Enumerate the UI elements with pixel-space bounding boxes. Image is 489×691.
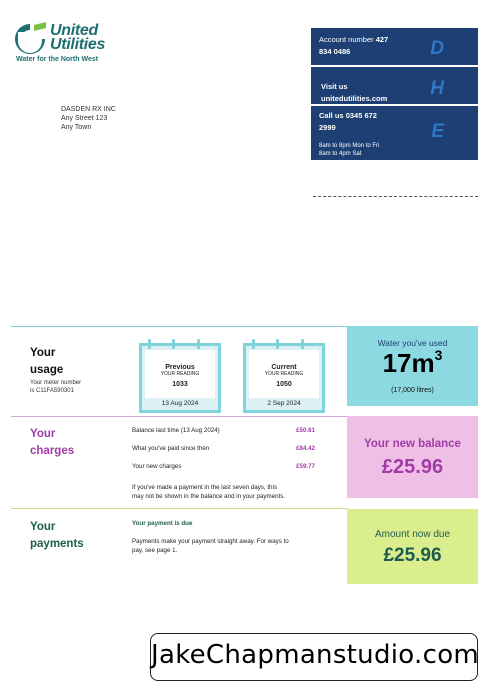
charge-row-amount: £50.61 (296, 427, 315, 434)
dashed-divider (313, 196, 478, 197)
opening-hours-weekday: 8am to 8pm Mon to Fri (319, 143, 380, 149)
call-panel (311, 106, 478, 160)
new-balance-value: £25.96 (381, 456, 444, 478)
previous-reading-body (145, 350, 215, 398)
logo-tagline: Water for the North West (16, 56, 99, 63)
water-used-unit-exponent: 3 (434, 347, 443, 363)
new-balance-box (347, 416, 478, 498)
calendar-ring-icon (301, 339, 304, 349)
account-panel (311, 28, 478, 65)
visit-panel (311, 67, 478, 104)
charges-note-line2: may not be shown in the balance and in your payments. (132, 493, 286, 500)
current-reading-title: Current (271, 364, 297, 371)
opening-hours (319, 142, 379, 158)
logo-word-utilities: Utilities (50, 36, 106, 53)
usage-title-line2: usage (30, 364, 64, 376)
visit-panel-letter: H (430, 78, 444, 99)
payments-title (30, 519, 84, 553)
charge-row-label: Your new charges (132, 463, 182, 470)
charges-title-line2: charges (30, 445, 75, 457)
call-panel-letter: E (431, 121, 444, 142)
watermark-box (150, 633, 478, 681)
call-text (319, 110, 377, 134)
current-reading-sub: YOUR READING (264, 371, 304, 377)
current-reading-body (249, 350, 319, 398)
charges-note (132, 483, 317, 501)
water-used-amount: 17m (382, 348, 435, 378)
account-number-part-b: 834 0486 (319, 47, 351, 56)
call-label: Call us (319, 111, 344, 120)
visit-label: Visit us (321, 82, 348, 91)
address-street: Any Street 123 (61, 115, 108, 122)
usage-title-line1: Your (30, 347, 56, 359)
calendar-ring-icon (276, 339, 279, 349)
calendar-ring-icon (252, 339, 255, 349)
new-balance-label: Your new balance (364, 438, 461, 450)
amount-due-box (347, 509, 478, 584)
charges-title-line1: Your (30, 428, 56, 440)
account-number-text (319, 34, 388, 58)
calendar-ring-icon (148, 339, 151, 349)
calendar-ring-icon (197, 339, 200, 349)
amount-due-value: £25.96 (383, 545, 442, 566)
current-reading-value: 1050 (276, 381, 292, 388)
payments-title-line2: payments (30, 538, 84, 550)
charges-title (30, 426, 74, 460)
account-number-label: Account number (319, 35, 374, 44)
current-reading-date: 2 Sep 2024 (267, 400, 301, 407)
watermark-text: JakeChapmanstudio.com (151, 640, 480, 670)
calendar-ring-icon (172, 339, 175, 349)
water-used-value (347, 348, 478, 379)
charge-row-label: What you've paid since then (132, 445, 210, 452)
charges-section-divider (11, 416, 348, 417)
previous-reading-title: Previous (165, 364, 195, 371)
usage-section-top-line (11, 326, 348, 327)
water-used-box (347, 326, 478, 406)
united-utilities-logo (12, 22, 122, 68)
previous-reading-card (139, 343, 221, 413)
payments-title-line1: Your (30, 521, 56, 533)
customer-address (61, 105, 116, 132)
account-number-part-a: 427 (375, 35, 389, 44)
amount-due-label: Amount now due (374, 529, 451, 540)
meter-number (30, 379, 81, 395)
call-number-part-a: 0345 672 (345, 111, 377, 120)
charge-row-amount: £59.77 (296, 463, 315, 470)
usage-title (30, 345, 63, 379)
charge-row-label: Balance last time (13 Aug 2024) (132, 427, 220, 434)
call-number-part-b: 2999 (319, 123, 336, 132)
opening-hours-saturday: 8am to 4pm Sat (319, 151, 362, 157)
water-used-litres: (17,000 litres) (391, 387, 434, 394)
logo-word-united: United (50, 22, 98, 39)
address-name: DASDEN RX INC (61, 106, 116, 113)
payment-info-line2: pay, see page 1. (132, 547, 178, 554)
previous-reading-date: 13 Aug 2024 (161, 400, 199, 407)
previous-reading-value: 1033 (172, 381, 188, 388)
address-town: Any Town (61, 124, 92, 131)
payments-section-divider (11, 508, 348, 509)
visit-url-link[interactable]: unitedutilities.com (321, 94, 388, 103)
previous-reading-sub: YOUR READING (160, 371, 200, 377)
payment-info-line1: Payments make your payment straight away. For ways to (132, 538, 289, 545)
current-reading-card (243, 343, 325, 413)
charge-row-amount: £84.42 (296, 445, 315, 452)
meter-number-line2: is C11FA590301 (30, 388, 74, 394)
visit-text (321, 81, 387, 105)
payment-due-heading: Your payment is due (132, 520, 193, 527)
meter-number-line1: Your meter number (30, 380, 82, 386)
account-panel-letter: D (430, 38, 444, 59)
charges-note-line1: If you've made a payment in the last seven days, this (132, 484, 277, 491)
united-utilities-logo-mark-icon (12, 22, 48, 54)
payment-info-text (132, 537, 312, 555)
water-used-label: Water you've used (377, 338, 448, 348)
